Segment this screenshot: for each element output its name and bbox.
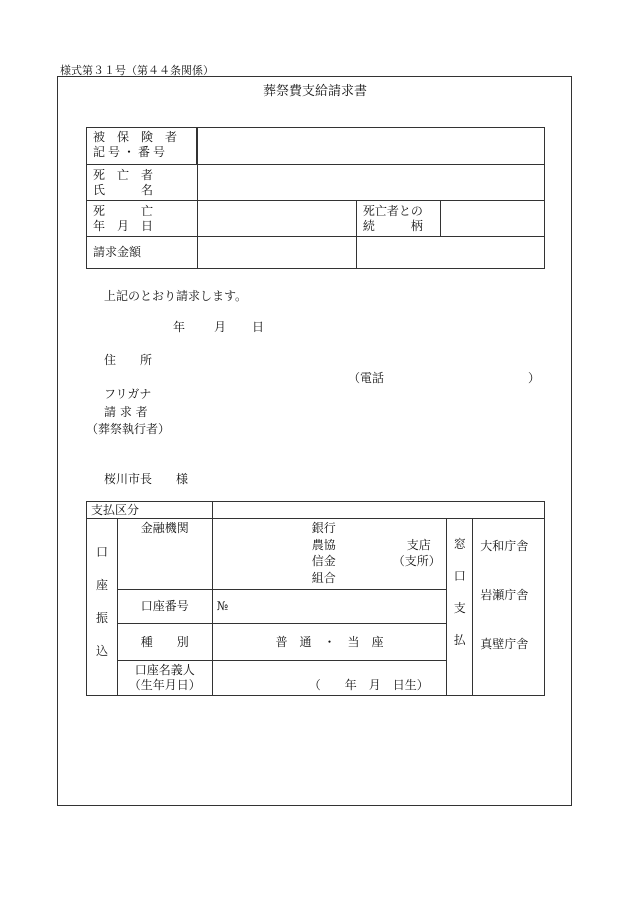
branch-label: 支店 xyxy=(406,538,431,552)
bank-label: 金融機関 xyxy=(117,519,212,590)
account-number-prefix: № xyxy=(216,599,229,613)
relation-label: 死亡者との xyxy=(362,203,423,218)
amount-field-ext[interactable] xyxy=(356,237,544,269)
addressee: 桜川市長 様 xyxy=(104,472,189,486)
bank-type-2: 農協 xyxy=(311,538,336,552)
account-type-label: 種 別 xyxy=(117,624,212,661)
form-number: 様式第３１号（第４４条関係） xyxy=(60,64,214,77)
form-title: 葬祭費支給請求書 xyxy=(262,84,367,99)
account-type-options[interactable]: 普 通 ・ 当 座 xyxy=(212,624,447,661)
branch-alt-label: （支所） xyxy=(392,554,441,568)
death-date-label: 死 亡 xyxy=(93,203,154,218)
phone-label: （電話 xyxy=(348,371,385,385)
furigana-label: フリガナ xyxy=(104,387,152,401)
claimant-label: 請 求 者 xyxy=(104,405,148,419)
death-date-field[interactable] xyxy=(198,201,357,237)
bank-type-4: 組合 xyxy=(311,571,336,585)
account-holder-field[interactable] xyxy=(212,661,447,696)
deceased-name-label-2: 氏 名 xyxy=(93,182,154,197)
insured-info-table xyxy=(86,127,545,269)
window-char-4: 払 xyxy=(453,633,466,647)
relation-label-2: 続 柄 xyxy=(362,218,423,233)
deceased-name-field[interactable] xyxy=(198,165,545,201)
window-char-3: 支 xyxy=(453,601,466,615)
request-text: 上記のとおり請求します。 xyxy=(104,289,248,303)
month-label: 月 xyxy=(214,320,227,334)
payment-category-label: 支払区分 xyxy=(87,502,213,519)
bank-field[interactable] xyxy=(212,519,447,590)
relation-field[interactable] xyxy=(440,201,544,237)
office-makabe[interactable]: 真壁庁舎 xyxy=(480,637,529,651)
account-holder-label: 口座名義人 xyxy=(134,663,195,677)
insured-number-field-ext[interactable] xyxy=(198,128,545,165)
deceased-name-label: 死 亡 者 xyxy=(93,167,154,182)
account-holder-birth: （ 年 月 日生） xyxy=(308,678,429,692)
amount-field[interactable] xyxy=(198,237,357,269)
office-yamato[interactable]: 大和庁舎 xyxy=(480,539,529,553)
transfer-char-1: 口 xyxy=(95,545,108,559)
window-char-1: 窓 xyxy=(453,537,466,551)
amount-label: 請求金額 xyxy=(87,237,198,269)
payment-table xyxy=(86,501,545,696)
insured-label-2: 記号・番号 xyxy=(93,145,169,159)
insured-label: 被 保 険 者 xyxy=(93,130,178,144)
transfer-char-2: 座 xyxy=(95,578,108,592)
window-payment-label xyxy=(447,519,473,696)
phone-close: ） xyxy=(528,371,541,385)
executor-label: （葬祭執行者） xyxy=(86,422,171,436)
window-char-2: 口 xyxy=(453,569,466,583)
bank-type-3: 信金 xyxy=(311,554,336,568)
office-options xyxy=(473,519,545,696)
death-date-label-2: 年 月 日 xyxy=(93,218,154,233)
account-number-field[interactable] xyxy=(212,590,447,624)
office-iwase[interactable]: 岩瀬庁舎 xyxy=(480,588,529,602)
year-label: 年 xyxy=(173,320,186,334)
payment-category-field[interactable] xyxy=(212,502,544,519)
address-label: 住 所 xyxy=(104,353,153,367)
account-holder-label-2: （生年月日） xyxy=(128,678,201,692)
day-label: 日 xyxy=(252,320,265,334)
transfer-char-3: 振 xyxy=(95,611,108,625)
transfer-char-4: 込 xyxy=(95,644,108,658)
bank-type-1: 銀行 xyxy=(311,521,336,535)
account-number-label: 口座番号 xyxy=(117,590,212,624)
transfer-label xyxy=(87,519,118,696)
